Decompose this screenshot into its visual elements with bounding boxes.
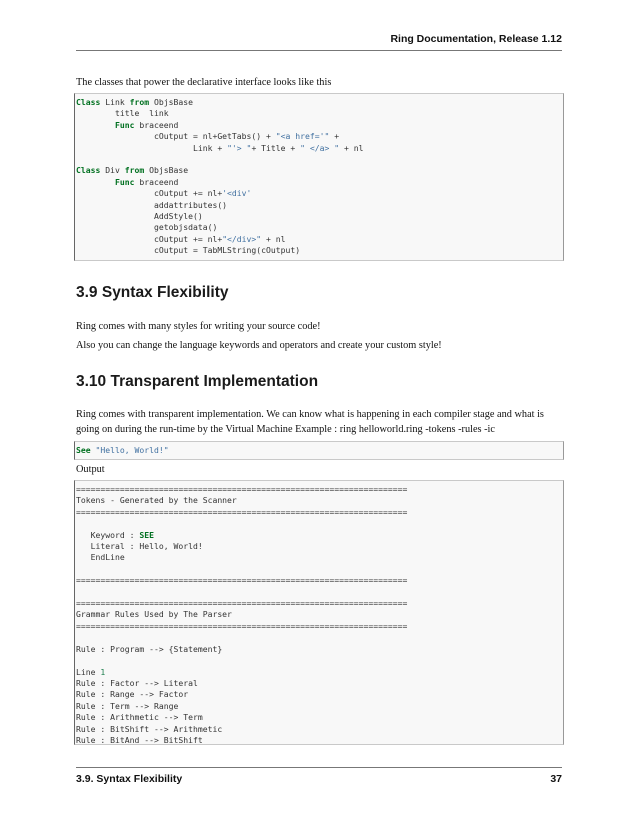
code-line: [75, 689, 563, 700]
code-text: braceend: [134, 119, 179, 130]
code-line: [75, 541, 563, 552]
code-line: [75, 621, 563, 632]
footer-divider: [76, 767, 562, 768]
code-text: cOutput += nl+: [76, 188, 223, 199]
code-text: Rule : Arithmetic --> Term: [76, 712, 203, 723]
code-text: AddStyle(): [76, 211, 203, 222]
code-text: ====================================================================: [76, 598, 408, 609]
code-text: braceend: [134, 176, 179, 187]
code-line: [75, 245, 563, 256]
code-line: [75, 712, 563, 723]
code-text: Tokens - Generated by the Scanner: [76, 495, 237, 506]
code-line: [75, 484, 563, 495]
code-text: + nl: [339, 142, 364, 153]
code-line: [75, 445, 563, 456]
code-keyword: Func: [114, 176, 135, 187]
code-line: [75, 735, 563, 745]
code-line: [75, 97, 563, 108]
code-string: '<div': [222, 188, 252, 199]
code-text: ====================================================================: [76, 575, 408, 586]
footer-section-name: 3.9. Syntax Flexibility: [76, 773, 183, 785]
code-line: [75, 655, 563, 666]
code-string: "'> ": [227, 142, 252, 153]
code-line: [75, 518, 563, 529]
code-keyword: from: [129, 97, 150, 107]
code-line: [75, 234, 563, 245]
code-string: "</div>": [222, 233, 262, 244]
code-block-classes: [74, 93, 564, 261]
code-keyword: Class: [76, 97, 101, 107]
code-text: Div: [100, 165, 125, 176]
code-line: [75, 598, 563, 609]
code-string: "<a href='": [275, 131, 330, 142]
code-line: [75, 165, 563, 176]
code-line: [75, 701, 563, 712]
transparent-paragraph: Ring comes with transparent implementation. We can know what is happening in each compiler stage and what is going on during the run-time by the Virtual Machine Example : ring helloworld.ring -tokens -rules -ic: [76, 409, 544, 435]
code-text: Keyword :: [76, 529, 140, 540]
code-text: ObjsBase: [144, 165, 189, 176]
code-number: 1: [100, 666, 106, 677]
code-text: addattributes(): [76, 199, 228, 210]
code-text: Line: [76, 666, 101, 677]
code-text: cOutput = TabMLString(cOutput): [76, 245, 301, 256]
code-string: " </a> ": [300, 142, 340, 153]
code-text: ====================================================================: [76, 484, 408, 494]
code-text: Literal : Hello, World!: [76, 541, 203, 552]
code-text: cOutput = nl+GetTabs() +: [76, 131, 276, 142]
code-line: [75, 188, 563, 199]
code-text: Rule : Range --> Factor: [76, 689, 189, 700]
code-text: Rule : Program --> {Statement}: [76, 643, 223, 654]
running-header-title: Ring Documentation, Release 1.12: [390, 33, 562, 45]
code-text: Link +: [76, 142, 228, 153]
header-divider: [76, 50, 562, 51]
code-text: ====================================================================: [76, 620, 408, 631]
code-block-hello-world: [74, 441, 564, 460]
code-line: [75, 507, 563, 518]
code-line: [75, 609, 563, 620]
code-text: Rule : BitShift --> Arithmetic: [76, 723, 223, 734]
code-line: [75, 678, 563, 689]
code-line: [75, 667, 563, 678]
code-text: EndLine: [76, 552, 125, 563]
code-line: [75, 587, 563, 598]
code-keyword: Class: [76, 165, 101, 176]
code-line: [75, 120, 563, 131]
footer-page-number: 37: [550, 773, 562, 785]
code-line: [75, 211, 563, 222]
code-line: [75, 552, 563, 563]
code-text: + Title +: [251, 142, 301, 153]
code-keyword: from: [124, 165, 145, 176]
code-line: [75, 177, 563, 188]
code-line: [75, 143, 563, 154]
code-text: + nl: [261, 233, 286, 244]
code-text: Rule : Term --> Range: [76, 700, 179, 711]
code-line: [75, 495, 563, 506]
code-text: [76, 120, 115, 130]
code-text: [76, 177, 115, 187]
code-block-output: [74, 480, 564, 745]
code-line: [75, 108, 563, 119]
section-heading-syntax-flexibility: 3.9 Syntax Flexibility: [76, 284, 229, 301]
intro-paragraph: The classes that power the declarative interface looks like this: [76, 77, 332, 88]
code-line: [75, 530, 563, 541]
code-string: "Hello, World!": [95, 445, 169, 455]
code-line: [75, 200, 563, 211]
code-text: getobjsdata(): [76, 222, 218, 233]
code-line: [75, 154, 563, 165]
code-text: Grammar Rules Used by The Parser: [76, 609, 232, 620]
code-text: ====================================================================: [76, 506, 408, 517]
code-keyword: SEE: [139, 529, 154, 540]
code-line: [75, 564, 563, 575]
code-line: [75, 222, 563, 233]
code-line: [75, 131, 563, 142]
code-text: +: [329, 131, 340, 142]
code-keyword: See: [76, 445, 91, 455]
code-line: [75, 632, 563, 643]
code-line: [75, 724, 563, 735]
code-text: cOutput += nl+: [76, 233, 223, 244]
code-text: Rule : Factor --> Literal: [76, 677, 198, 688]
code-keyword: Func: [114, 119, 135, 130]
code-text: Rule : BitAnd --> BitShift: [76, 734, 203, 745]
syntax-paragraph-2: Also you can change the language keywords and operators and create your custom style!: [76, 340, 442, 351]
section-heading-transparent-implementation: 3.10 Transparent Implementation: [76, 373, 319, 390]
syntax-paragraph-1: Ring comes with many styles for writing your source code!: [76, 321, 321, 332]
output-label: Output: [76, 464, 105, 475]
code-line: [75, 575, 563, 586]
code-text: title link: [76, 108, 169, 119]
code-line: [75, 644, 563, 655]
code-text: Link: [100, 97, 130, 107]
code-text: ObjsBase: [149, 97, 193, 107]
